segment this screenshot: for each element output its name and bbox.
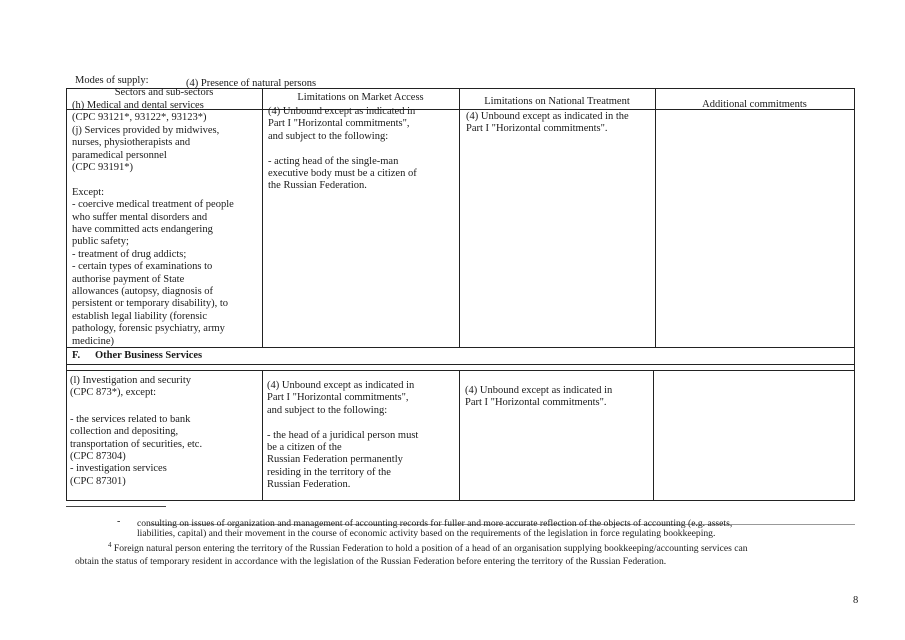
- row1-market-access-line: (4) Unbound except as indicated in: [268, 106, 416, 117]
- row1-sector-line: persistent or temporary disability), to: [72, 298, 229, 310]
- row1-sector-line: - treatment of drug addicts;: [72, 248, 187, 260]
- row1-market-access-cell: [268, 106, 456, 193]
- row1-sector-line: allowances (autopsy, diagnosis of: [72, 286, 214, 298]
- row2-sector-line: [70, 400, 260, 414]
- col-divider-2-row2: [459, 370, 460, 500]
- footnote-separator: [66, 506, 166, 507]
- header-market-access: Limitations on Market Access: [297, 92, 424, 103]
- row1-sectors-cell: [72, 100, 260, 348]
- section-f-letter: F.: [72, 350, 81, 361]
- row2-market-access-line: [267, 417, 457, 429]
- row1-sector-line: have committed acts endangering: [72, 224, 213, 236]
- col-divider-1-row2: [262, 370, 263, 500]
- footnote-1-dash: -: [117, 516, 121, 527]
- footnote-1-line-1: consulting on issues of organization and management of accounting records for fuller and more accurate reflection of the objects of accounting (e.g. assets,: [137, 518, 733, 529]
- row2-market-access-line: Russian Federation.: [267, 479, 351, 491]
- row2-national-treatment-line: (4) Unbound except as indicated in: [465, 385, 613, 396]
- row2-sectors-cell: [70, 375, 260, 488]
- row2-market-access-line: - the head of a juridical person must: [267, 429, 419, 441]
- col-divider-3: [655, 88, 656, 347]
- header-national-treatment: Limitations on National Treatment: [484, 96, 630, 107]
- row2-market-access-line: Part I "Horizontal commitments",: [267, 392, 409, 404]
- modes-value: (4) Presence of natural persons: [186, 78, 317, 89]
- footnote-2-text: Foreign natural person entering the territory of the Russian Federation to hold a position of a head of an organisation supplying bookkeeping/accounting services can: [111, 543, 748, 555]
- header-sectors: Sectors and sub-sectors: [114, 87, 214, 98]
- section-f-bottom-border: [66, 364, 855, 365]
- section-f-title: Other Business Services: [95, 350, 203, 361]
- row2-market-access-line: (4) Unbound except as indicated in: [267, 380, 415, 391]
- col-divider-2: [459, 88, 460, 347]
- row1-sector-line: nurses, physiotherapists and: [72, 137, 191, 149]
- row1-sector-line: (CPC 93121*, 93122*, 93123*): [72, 112, 207, 124]
- row1-sector-line: - coercive medical treatment of people: [72, 199, 234, 211]
- row1-sector-line: who suffer mental disorders and: [72, 211, 208, 223]
- row2-market-access-line: residing in the territory of the: [267, 466, 391, 478]
- row2-sector-line: - investigation services: [70, 463, 167, 475]
- row1-market-access-line: the Russian Federation.: [268, 180, 367, 192]
- footnote-2-marker: 4: [108, 541, 112, 549]
- row1-national-treatment-line: (4) Unbound except as indicated in the: [466, 111, 629, 122]
- row2-market-access-line: and subject to the following:: [267, 404, 388, 416]
- table-right-border: [854, 88, 855, 500]
- row1-sector-line: Except:: [72, 186, 105, 198]
- row1-national-treatment-cell: [466, 111, 652, 136]
- row1-sector-line: authorise payment of State: [72, 273, 185, 285]
- row1-sector-line: public safety;: [72, 236, 129, 248]
- row2-sector-line: (CPC 87301): [70, 475, 126, 487]
- row1-market-access-line: Part I "Horizontal commitments",: [268, 118, 410, 130]
- table-left-border: [66, 88, 67, 500]
- row1-sector-line: - certain types of examinations to: [72, 261, 213, 273]
- header-additional: Additional commitments: [702, 99, 807, 110]
- row1-sector-line: pathology, forensic psychiatry, army: [72, 323, 225, 335]
- row2-market-access-line: be a citizen of the: [267, 442, 342, 454]
- row1-market-access-line: [268, 143, 456, 155]
- row2-national-treatment-cell: [465, 385, 651, 410]
- footnote-2-line-1: [108, 540, 748, 554]
- row1-sector-line: establish legal liability (forensic: [72, 310, 208, 322]
- row1-market-access-line: executive body must be a citizen of: [268, 168, 417, 180]
- row2-national-treatment-line: Part I "Horizontal commitments".: [465, 397, 607, 409]
- row2-sector-line: - the services related to bank: [70, 413, 191, 425]
- row2-sector-line: (CPC 87304): [70, 451, 126, 463]
- modes-label: Modes of supply:: [75, 75, 149, 86]
- row1-national-treatment-line: Part I "Horizontal commitments".: [466, 123, 608, 135]
- page-number: 8: [853, 595, 859, 606]
- row1-market-access-line: - acting head of the single-man: [268, 155, 399, 167]
- row2-market-access-line: Russian Federation permanently: [267, 454, 403, 466]
- row1-sector-line: (h) Medical and dental services: [72, 100, 204, 111]
- footnote-1-line-2: liabilities, capital) and their movement in the course of economic activity based on the requirements of the legislation in force regulating bookkeeping.: [137, 528, 716, 539]
- row1-sector-line: medicine): [72, 335, 114, 347]
- footnote-2-line-2: obtain the status of temporary resident in accordance with the legislation of the Russian Federation before entering the territory of the Russian Federation.: [75, 556, 667, 567]
- col-divider-1: [262, 88, 263, 347]
- row1-market-access-line: and subject to the following:: [268, 130, 389, 142]
- row2-sector-line: (l) Investigation and security: [70, 375, 192, 386]
- row2-sector-line: collection and depositing,: [70, 426, 179, 438]
- row2-market-access-cell: [267, 380, 457, 492]
- row2-top-border: [66, 370, 855, 371]
- row1-sector-line: [72, 174, 260, 186]
- col-divider-3-row2: [653, 370, 654, 500]
- row1-sector-line: (CPC 93191*): [72, 162, 133, 174]
- row1-sector-line: paramedical personnel: [72, 149, 167, 161]
- table-bottom-border: [66, 500, 855, 501]
- row2-sector-line: (CPC 873*), except:: [70, 387, 157, 399]
- row2-sector-line: transportation of securities, etc.: [70, 438, 203, 450]
- row1-sector-line: (j) Services provided by midwives,: [72, 124, 220, 136]
